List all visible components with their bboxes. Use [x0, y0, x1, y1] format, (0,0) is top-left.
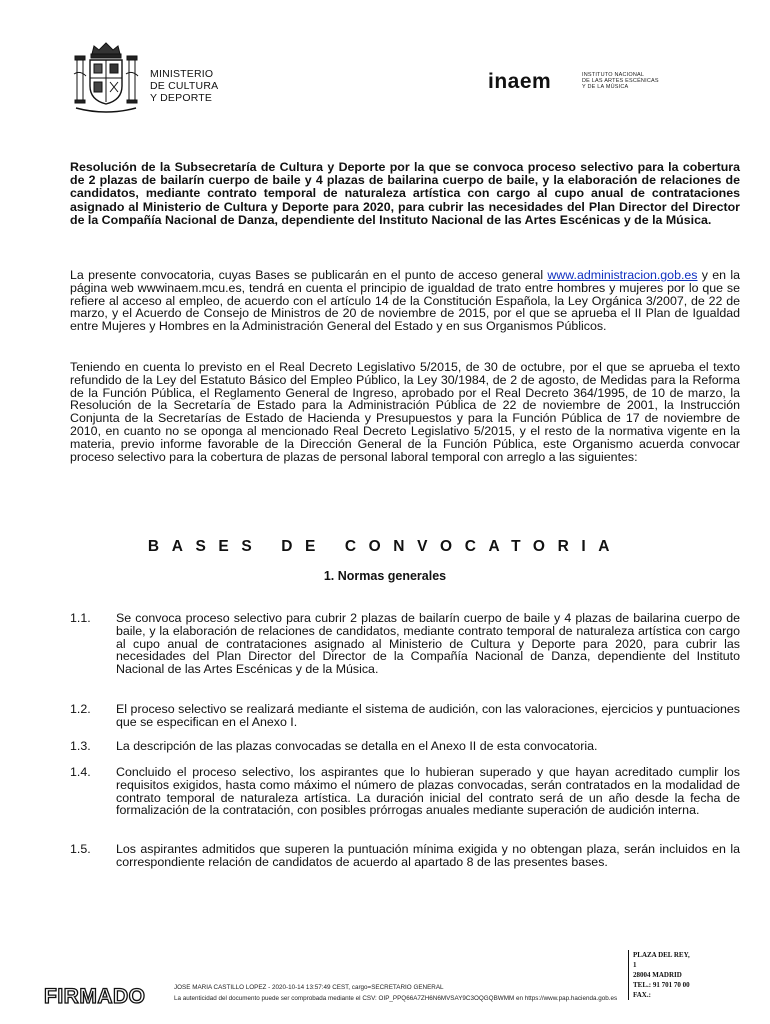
intro-text: y en la página web wwwinaem.mcu.es, tendrá en cuenta el principio de igualdad de trato entre hombres y mujeres por lo que se refiere al acceso al empleo, de acuerdo con el artículo 14 de la Constitución Española, la Ley Orgánica 3/2007, de 22 de marzo, y el Acuerdo de Consejo de Ministros de 20 de noviembre de 2015, por el que se aprueba el II Plan de Igualdad entre Mujeres y Hombres en la Administración General del Estado y en sus Organismos Públicos.	[70, 268, 740, 334]
item-number: 1.4.	[70, 765, 91, 779]
inaem-sub-line: Y DE LA MÚSICA	[582, 84, 629, 90]
ministry-line: DE CULTURA	[150, 80, 219, 92]
inaem-sub-line: INSTITUTO NACIONAL	[582, 72, 645, 78]
list-item	[70, 703, 740, 729]
item-number: 1.2.	[70, 702, 91, 716]
intro-paragraph	[70, 269, 740, 333]
ministry-line: MINISTERIO	[150, 68, 214, 80]
item-text: El proceso selectivo se realizará mediante el sistema de audición, con las valoraciones, ejercicios y puntuaciones que se especifican en el Anexo I.	[116, 702, 740, 729]
list-item	[70, 612, 740, 676]
item-text: Los aspirantes admitidos que superen la puntuación mínima exigida y no obtengan plaza, serán incluidos en la correspondiente relación de candidatos de acuerdo al apartado 8 de las presentes bases.	[116, 842, 740, 869]
address-line: PLAZA DEL REY,	[633, 951, 690, 959]
list-item	[70, 740, 740, 753]
address-line: TEL.: 91 701 70 00	[633, 981, 690, 989]
document-title: Resolución de la Subsecretaría de Cultura y Deporte por la que se convoca proceso selectivo para la cobertura de 2 plazas de bailarín cuerpo de baile y 4 plazas de bailarina cuerpo de baile, y la elaboración de relaciones de candidatos, mediante contrato temporal de naturaleza artística con cargo al cupo anual de contrataciones asignado al Ministerio de Cultura y Deporte para 2020, para cubrir las necesidades del Plan Director del Director de la Compañía Nacional de Danza, dependiente del Instituto Nacional de las Artes Escénicas y de la Música.	[70, 160, 740, 227]
inaem-subtitle	[582, 72, 659, 90]
item-text: La descripción de las plazas convocadas se detalla en el Anexo II de esta convocatoria.	[116, 739, 598, 753]
firmado-stamp: FIRMADO	[44, 985, 146, 1008]
ministry-name	[150, 68, 218, 104]
ministry-line: Y DEPORTE	[150, 92, 213, 104]
signer-line: JOSE MARIA CASTILLO LOPEZ - 2020-10-14 13:57:49 CEST, cargo=SECRETARIO GENERAL	[174, 984, 444, 991]
address-line: 28004 MADRID	[633, 971, 682, 979]
section-heading: 1. Normas generales	[323, 569, 447, 583]
csv-verification-line: La autenticidad del documento puede ser comprobada mediante el CSV: OIP_PPQ66A7ZH6N6MVSAY9C3OQGQBWMM en https://www.pap.hacienda.gob.es	[174, 995, 618, 1002]
administracion-link[interactable]: www.administracion.gob.es	[547, 268, 698, 282]
intro-text: La presente convocatoria, cuyas Bases se publicarán en el punto de acceso general	[70, 268, 548, 282]
address-line: 1	[633, 961, 637, 969]
coat-of-arms-icon	[72, 40, 140, 116]
address-line: FAX.:	[633, 991, 651, 999]
inaem-sub-line: DE LAS ARTES ESCÉNICAS	[582, 78, 659, 84]
item-number: 1.1.	[70, 611, 91, 625]
item-text: Concluido el proceso selectivo, los aspirantes que lo hubieran superado y que hayan acreditado cumplir los requisitos exigidos, hasta como máximo el número de plazas convocadas, serán contratados en la modalidad de contrato temporal de naturaleza artística. La duración inicial del contrato será de un año desde la fecha de formalización de la contratación, con posibles prórrogas anuales mediante superación de audición interna.	[116, 765, 740, 818]
address-block	[628, 950, 690, 1000]
list-item	[70, 766, 740, 817]
inaem-logo-block	[488, 70, 668, 100]
item-number: 1.5.	[70, 842, 91, 856]
inaem-logo: inaem	[488, 70, 552, 93]
item-text: Se convoca proceso selectivo para cubrir 2 plazas de bailarín cuerpo de baile y 4 plazas de bailarina cuerpo de baile, y la elaboración de relaciones de candidatos, mediante contrato temporal de naturaleza artística con cargo al cupo anual de contrataciones asignado al Ministerio de Cultura y Deporte para 2020, para cubrir las necesidades del Plan Director del Director de la Compañía Nacional de Danza, dependiente del Instituto Nacional de las Artes Escénicas y de la Música.	[116, 611, 740, 677]
ministry-header	[72, 40, 332, 120]
legal-basis-paragraph: Teniendo en cuenta lo previsto en el Real Decreto Legislativo 5/2015, de 30 de octubre, por el que se aprueba el texto refundido de la Ley del Estatuto Básico del Empleo Público, la Ley 30/1984, de 2 de agosto, de Medidas para la Reforma de la Función Pública, el Reglamento General de Ingreso, aprobado por el Real Decreto 364/1995, de 10 de marzo, la Resolución de la Secretaría de Estado para la Administración Pública de 22 de noviembre de 2001, la Instrucción Conjunta de la Secretarías de Estado de Hacienda y Presupuestos y para la Función Pública de 17 de noviembre de 2010, en cuanto no se oponga al mencionado Real Decreto Legislativo 5/2015, y el resto de la normativa vigente en la materia, previo informe favorable de la Dirección General de la Función Pública, este Organismo acuerda convocar proceso selectivo para la cobertura de plazas de personal laboral temporal con arreglo a las siguientes:	[70, 360, 740, 464]
list-item	[70, 843, 740, 869]
item-number: 1.3.	[70, 739, 91, 753]
bases-heading: BASES DE CONVOCATORIA	[147, 538, 623, 555]
